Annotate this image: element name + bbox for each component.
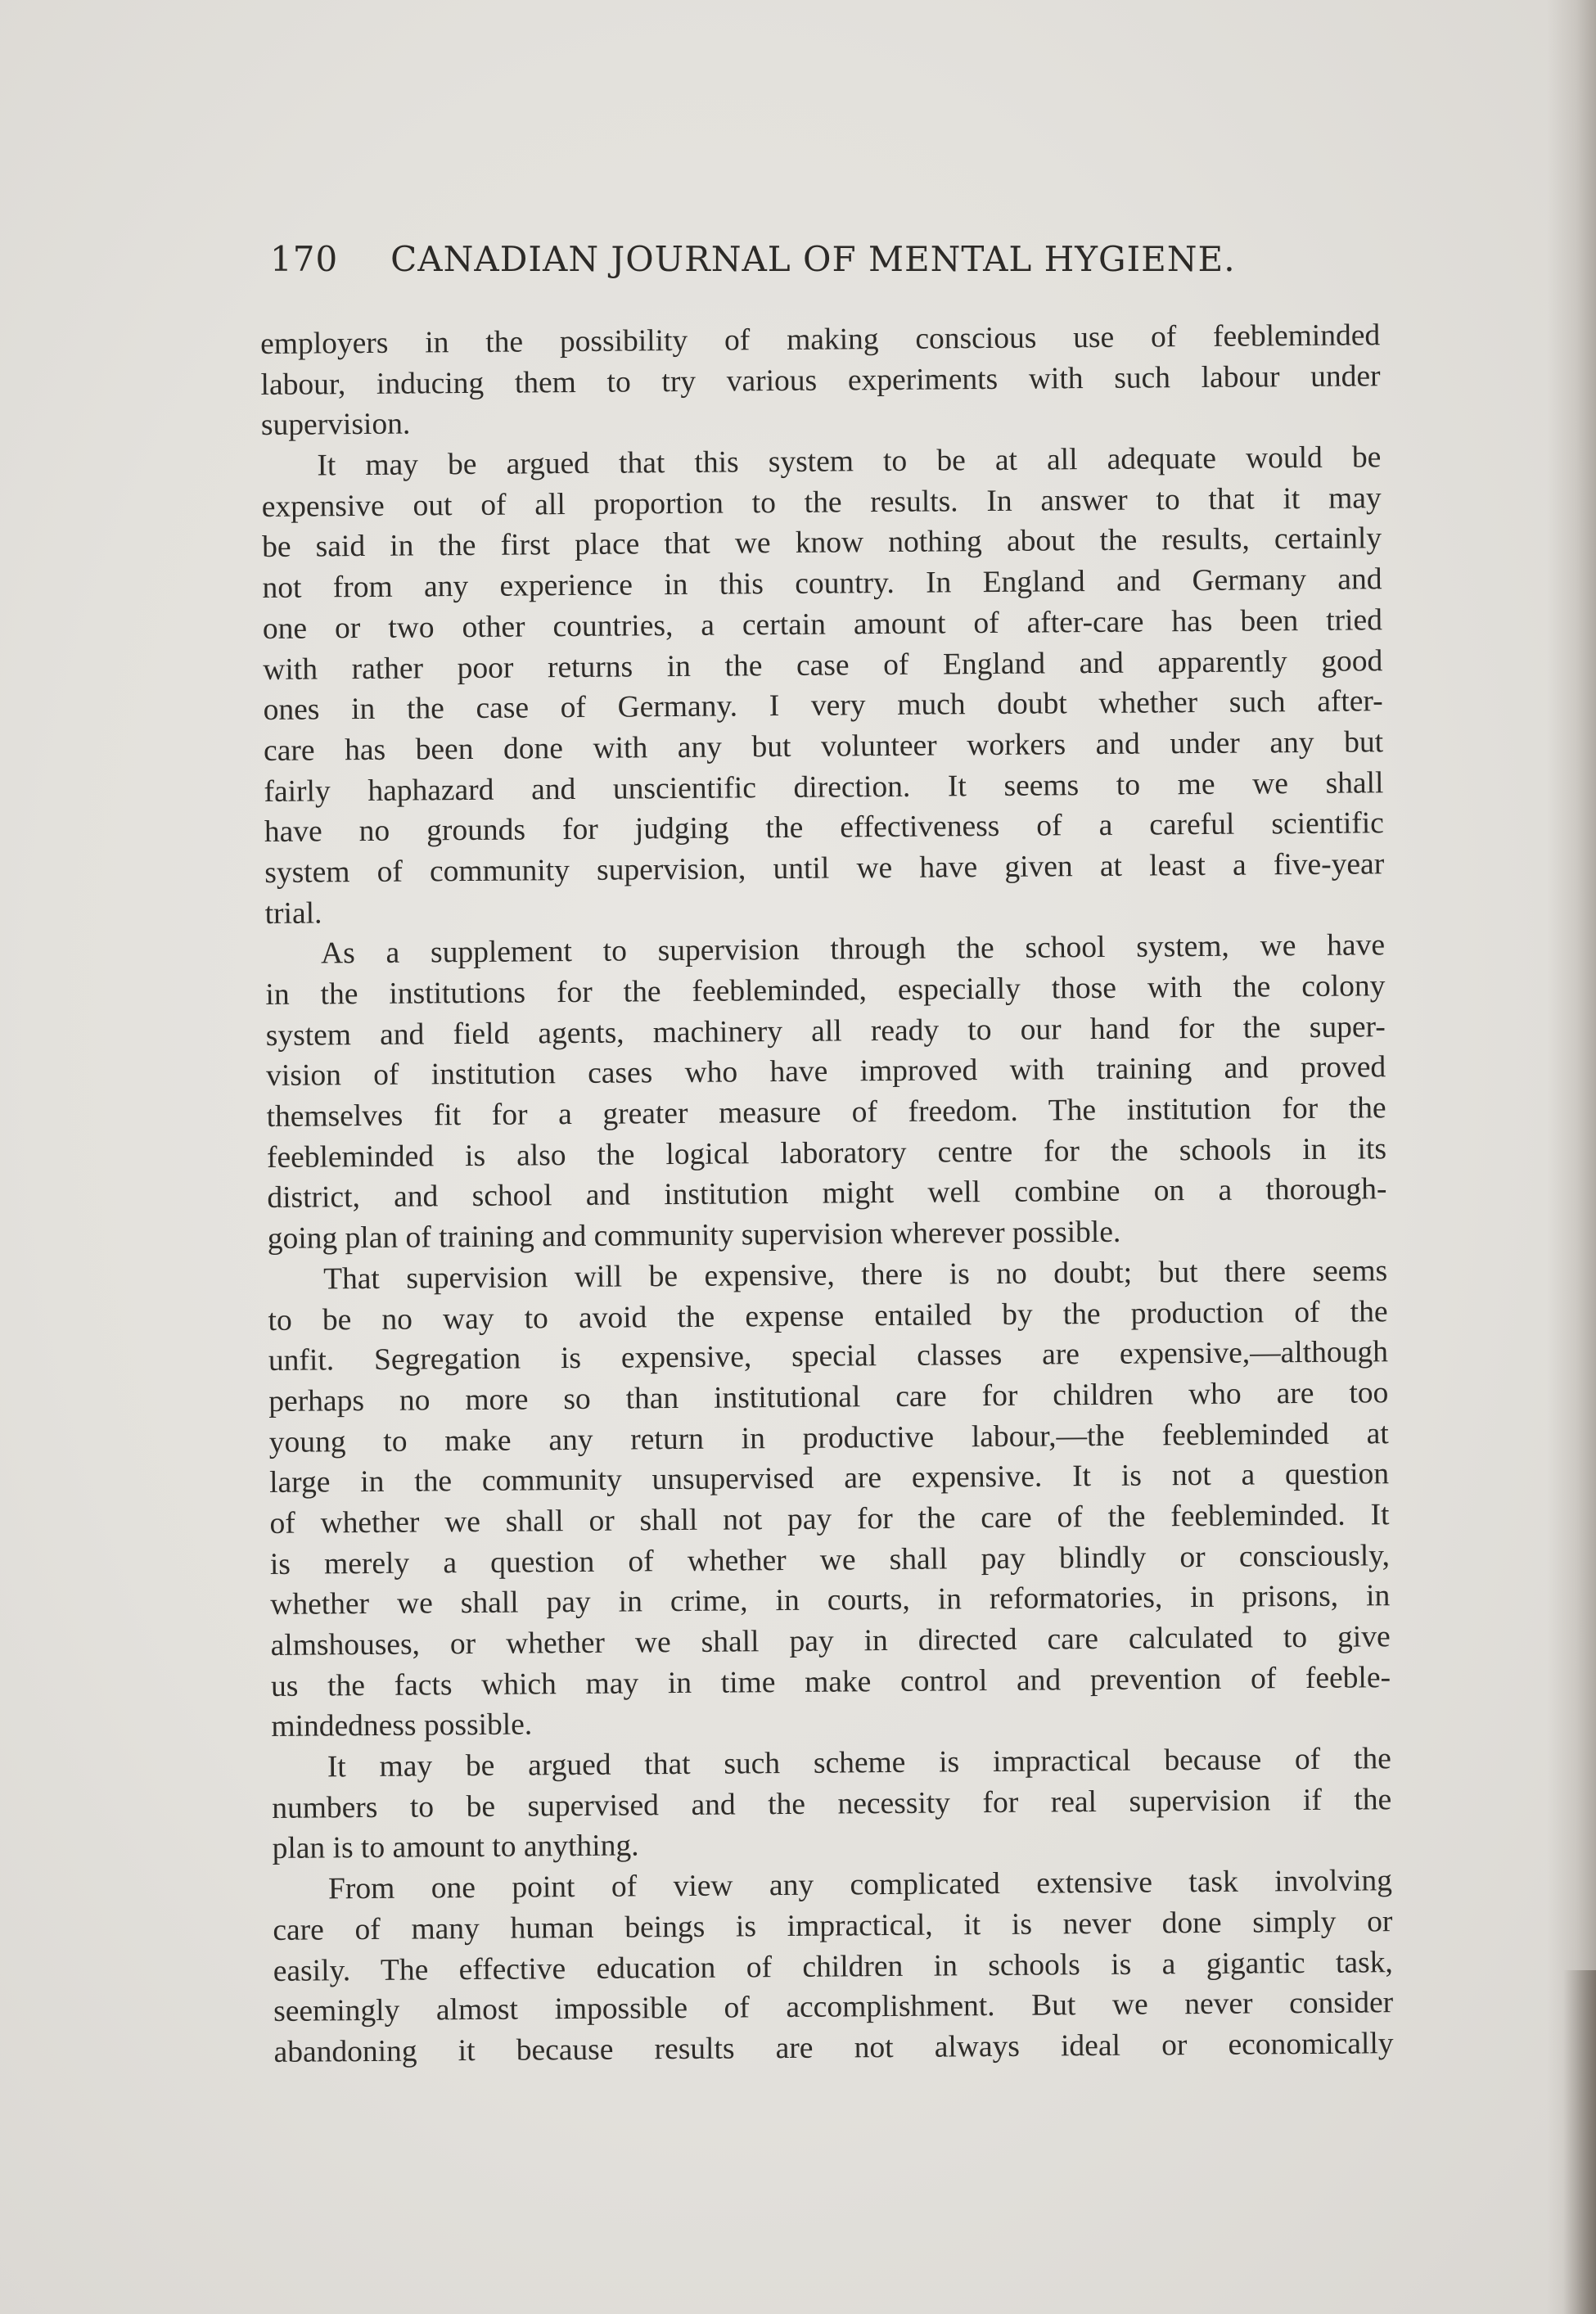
text-line: almshouses, or whether we shall pay in directed care calculated to give (270, 1620, 1391, 1662)
journal-title: CANADIAN JOURNAL OF MENTAL HYGIENE. (390, 239, 1236, 279)
text-line: is merely a question of whether we shall pay blindly or consciously, (269, 1538, 1391, 1581)
text-line: easily. The effective education of children in schools is a gigantic task, (273, 1945, 1393, 1988)
paragraph (272, 1739, 1392, 1870)
text-line: As a supplement to supervision through the school system, we have (320, 928, 1386, 971)
text-line: care has been done with any but volunteer workers and under any but (263, 725, 1384, 768)
text-line: mindedness possible. (271, 1707, 533, 1744)
page-number: 170 (270, 239, 339, 279)
text-line: be said in the first place that we know nothing about the results, certainly (261, 521, 1382, 565)
text-line: themselves fit for a greater measure of freedom. The institution for the (266, 1091, 1386, 1134)
text-line: young to make any return in productive labour,—the feebleminded at (268, 1416, 1389, 1459)
text-line: going plan of training and community supervision wherever possible. (267, 1215, 1121, 1256)
text-line: ones in the case of Germany. I very much doubt whether such after- (263, 684, 1383, 728)
text-line: in the institutions for the feebleminded, especially those with the colony (265, 969, 1386, 1012)
text-line: fairly haphazard and unscientific direction. It seems to me we shall (264, 765, 1384, 809)
text-line: large in the community unsupervised are expensive. It is not a question (268, 1457, 1390, 1500)
paragraph (260, 315, 1381, 446)
paragraph (261, 437, 1385, 934)
text-line: of whether we shall or shall not pay for the care of the feebleminded. It (269, 1498, 1390, 1540)
text-line: employers in the possibility of making conscious use of feebleminded (260, 318, 1381, 361)
text-line: trial. (264, 896, 322, 931)
text-line: numbers to be supervised and the necessity for real supervision if the (272, 1782, 1392, 1825)
text-line: system of community supervision, until we have given at least a five-year (264, 847, 1385, 890)
text-line: system and field agents, machinery all ready to our hand for the super- (265, 1009, 1386, 1053)
text-line: have no grounds for judging the effectiveness of a careful scientific (264, 806, 1384, 850)
text-line: one or two other countries, a certain amount of after-care has been tried (262, 603, 1383, 646)
text-line: vision of institution cases who have improved with training and proved (266, 1050, 1386, 1094)
text-line: It may be argued that this system to be at all adequate would be (317, 440, 1382, 483)
text-line: with rather poor returns in the case of England and apparently good (263, 643, 1383, 687)
text-line: From one point of view any complicated extensive task involving (327, 1864, 1393, 1906)
paragraph (265, 926, 1387, 1260)
text-line: It may be argued that such scheme is impractical because of the (327, 1742, 1391, 1784)
text-line: perhaps no more so than institutional care for children who are too (268, 1376, 1389, 1419)
running-header (270, 239, 1383, 279)
text-line: supervision. (260, 407, 411, 443)
text-line: expensive out of all proportion to the results. In answer to that it may (261, 480, 1382, 524)
paragraph (273, 1861, 1394, 2073)
text-line: not from any experience in this country. In England and Germany and (262, 562, 1382, 606)
text-line: to be no way to avoid the expense entailed by the production of the (268, 1294, 1388, 1337)
text-line: seemingly almost impossible of accomplishment. But we never consider (273, 1986, 1394, 2029)
text-line: That supervision will be expensive, there is no doubt; but there seems (323, 1254, 1388, 1297)
text-line: care of many human beings is impractical, it is never done simply or (273, 1905, 1393, 1947)
page-edge-shadow (1547, 0, 1596, 2314)
text-line: labour, inducing them to try various experiments with such labour under (260, 359, 1381, 402)
text-line: feebleminded is also the logical laboratory centre for the schools in its (266, 1131, 1387, 1175)
text-line: abandoning it because results are not always ideal or economically (273, 2027, 1394, 2069)
text-line: plan is to amount to anything. (272, 1829, 639, 1866)
text-line: unfit. Segregation is expensive, special classes are expensive,—although (268, 1335, 1389, 1378)
text-line: district, and school and institution might well combine on a thorough- (267, 1172, 1387, 1216)
page-edge-shadow-bottom (1563, 1970, 1596, 2314)
text-line: whether we shall pay in crime, in courts, in reformatories, in prisons, in (270, 1579, 1391, 1622)
text-line: us the facts which may in time make control and prevention of feeble- (270, 1660, 1391, 1703)
paragraph (268, 1251, 1391, 1748)
body-text (260, 315, 1394, 2073)
